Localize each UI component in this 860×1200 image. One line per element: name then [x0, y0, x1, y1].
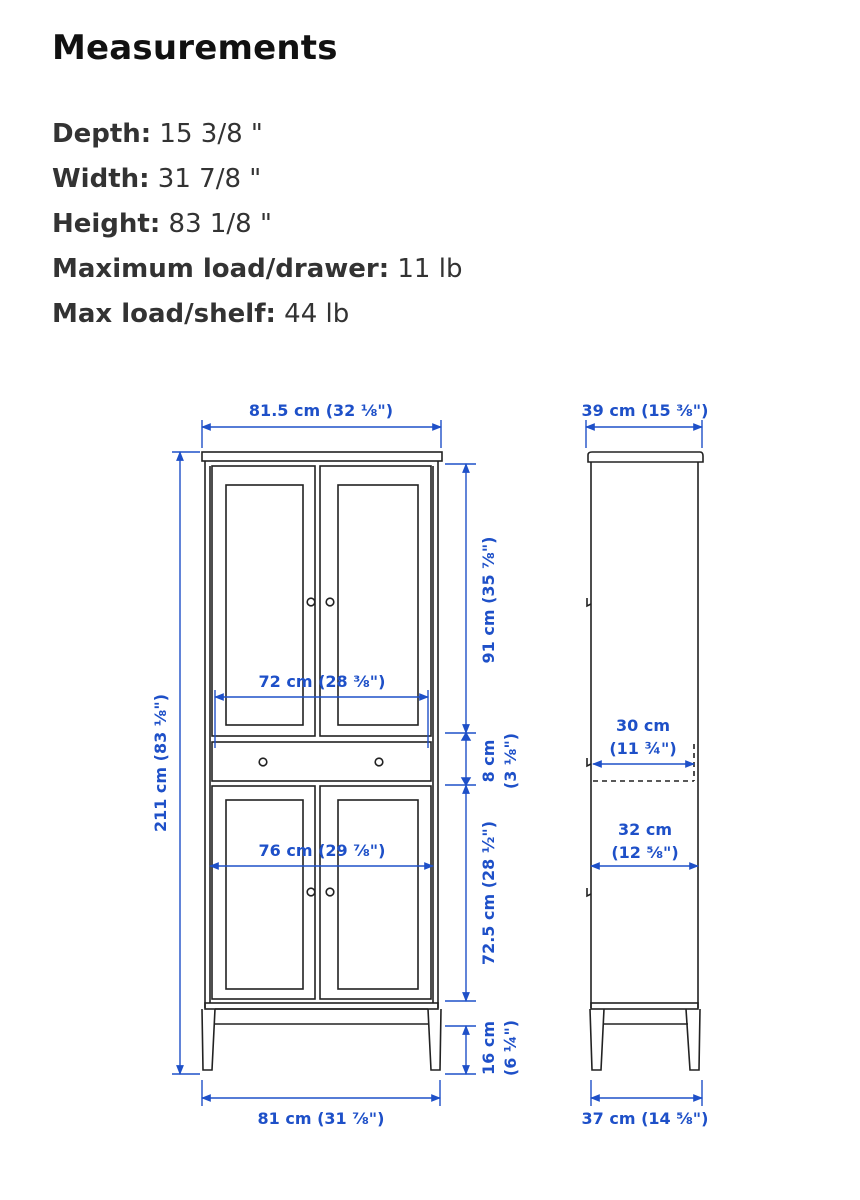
lower-left-knob [307, 888, 315, 896]
page-title: Measurements [52, 28, 338, 68]
spec-max-load-shelf [52, 292, 462, 337]
label-top-width: 81.5 cm (32 ⅛") [248, 401, 394, 420]
spec-depth [52, 112, 462, 157]
upper-left-knob [307, 598, 315, 606]
label-shelf-depth-cm: 32 cm [618, 820, 672, 839]
front-left-leg [202, 1009, 215, 1070]
label-bottom-depth: 37 cm (14 ⅝") [581, 1109, 709, 1128]
label-drawer-height-cm: 8 cm [479, 739, 498, 783]
side-view-drawing [587, 452, 703, 1070]
drawer-knob-right [375, 758, 383, 766]
label-drawer-height-in: (3 ⅛") [501, 732, 520, 790]
label-lower-door-height: 72.5 cm (28 ½") [479, 820, 498, 966]
spec-value: 83 1/8 " [160, 209, 272, 239]
side-top-panel [588, 452, 703, 462]
measurement-diagram [0, 380, 860, 1200]
spec-height [52, 202, 462, 247]
spec-value: 31 7/8 " [149, 164, 262, 194]
spec-label: Maximum load/drawer: [52, 254, 390, 284]
spec-value: 44 lb [275, 299, 350, 329]
drawer [212, 742, 431, 781]
lower-right-knob [326, 888, 334, 896]
label-drawer-depth-in: (11 ¾") [609, 739, 677, 758]
spec-label: Width: [52, 164, 150, 194]
front-view-drawing [202, 452, 442, 1070]
upper-right-door [320, 466, 431, 736]
drawer-knob-left [259, 758, 267, 766]
label-drawer-depth-cm: 30 cm [616, 716, 670, 735]
spec-value: 11 lb [389, 254, 463, 284]
label-shelf-depth-in: (12 ⅝") [611, 843, 679, 862]
label-top-depth: 39 cm (15 ⅜") [581, 401, 709, 420]
upper-left-door [212, 466, 315, 736]
label-leg-height-in: (6 ¼") [501, 1019, 520, 1077]
spec-value: 15 3/8 " [151, 119, 263, 149]
label-total-height: 211 cm (83 ⅛") [151, 693, 170, 833]
side-back-leg [686, 1009, 700, 1070]
spec-width [52, 157, 462, 202]
side-front-leg [590, 1009, 604, 1070]
spec-label: Depth: [52, 119, 152, 149]
label-upper-door-height: 91 cm (35 ⅞") [479, 536, 498, 664]
label-bottom-width: 81 cm (31 ⅞") [257, 1109, 385, 1128]
upper-right-knob [326, 598, 334, 606]
front-top-panel [202, 452, 442, 461]
label-shelf-width: 76 cm (29 ⅞") [258, 841, 386, 860]
label-leg-height-cm: 16 cm [479, 1021, 498, 1075]
label-drawer-width: 72 cm (28 ⅜") [258, 672, 386, 691]
spec-label: Height: [52, 209, 161, 239]
spec-max-load-drawer [52, 247, 462, 292]
front-dimension-labels [151, 401, 520, 1128]
lower-left-door [212, 786, 315, 999]
spec-list [52, 112, 462, 337]
front-right-leg [428, 1009, 441, 1070]
spec-label: Max load/shelf: [52, 299, 276, 329]
front-base-rail [205, 1003, 438, 1009]
lower-right-door [320, 786, 431, 999]
